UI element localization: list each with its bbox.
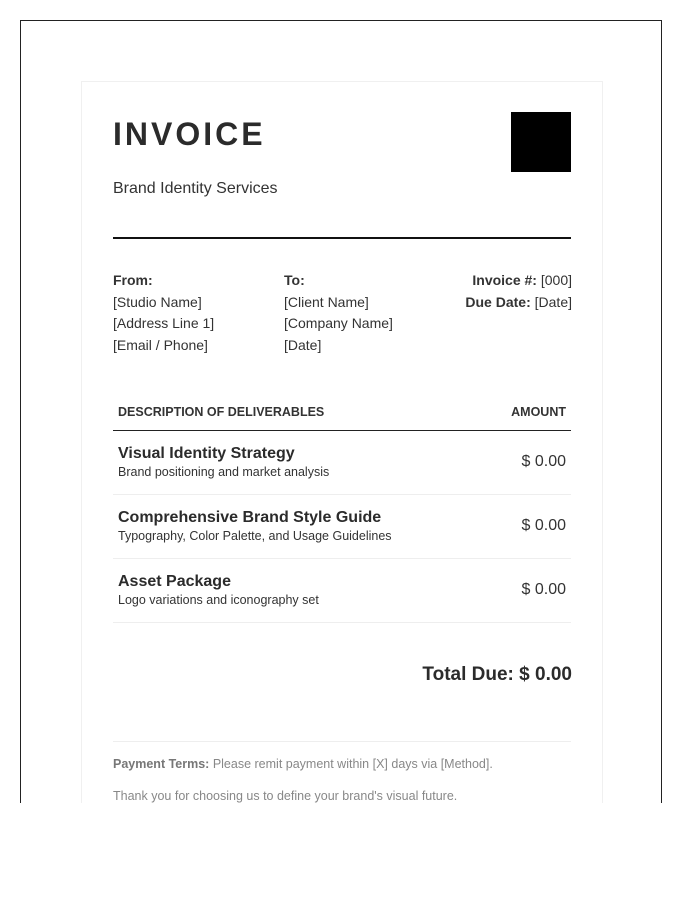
due-date-label: Due Date: [465,293,531,310]
invoice-title: INVOICE [113,116,266,152]
from-line: [Address Line 1] [113,315,215,331]
thank-you-note: Thank you for choosing us to define your brand's visual future. [113,789,458,803]
from-block [113,270,214,356]
logo-placeholder [511,112,571,172]
to-line: [Client Name] [284,293,369,310]
item-title: Asset Package [118,573,231,590]
header-divider [113,237,571,239]
due-date-value: [Date] [534,293,572,310]
amount-header: AMOUNT [511,405,566,419]
invoice-number [465,270,572,292]
invoice-number-value: [000] [540,272,572,288]
to-block [284,270,393,356]
invoice-meta-block [465,270,572,313]
table-row [113,559,571,623]
table-header [113,394,571,431]
page-frame [20,20,662,803]
item-description: Logo variations and iconography set [118,593,319,607]
item-amount: $ 0.00 [521,517,566,534]
item-title: Visual Identity Strategy [118,445,295,462]
payment-terms-text: Please remit payment within [X] days via [Method]. [209,757,493,771]
to-line: [Date] [284,336,322,353]
footer-divider [113,741,571,742]
from-line: [Studio Name] [113,293,202,310]
item-amount: $ 0.00 [521,581,566,598]
total-due: Total Due: $ 0.00 [422,664,572,685]
due-date [465,292,572,314]
payment-terms [113,757,493,771]
table-row [113,431,571,495]
invoice-number-label: Invoice #: [472,272,537,288]
from-line: [Email / Phone] [113,336,208,353]
item-description: Brand positioning and market analysis [118,465,330,479]
item-description: Typography, Color Palette, and Usage Guidelines [118,529,392,543]
invoice-card [81,81,603,803]
payment-terms-label: Payment Terms: [113,757,210,771]
to-label: To: [284,272,305,288]
table-row [113,495,571,559]
from-label: From: [113,272,153,288]
item-title: Comprehensive Brand Style Guide [118,509,382,526]
to-line: [Company Name] [284,315,393,331]
item-amount: $ 0.00 [521,453,566,470]
invoice-subtitle: Brand Identity Services [113,180,278,197]
description-header: DESCRIPTION OF DELIVERABLES [118,405,325,419]
